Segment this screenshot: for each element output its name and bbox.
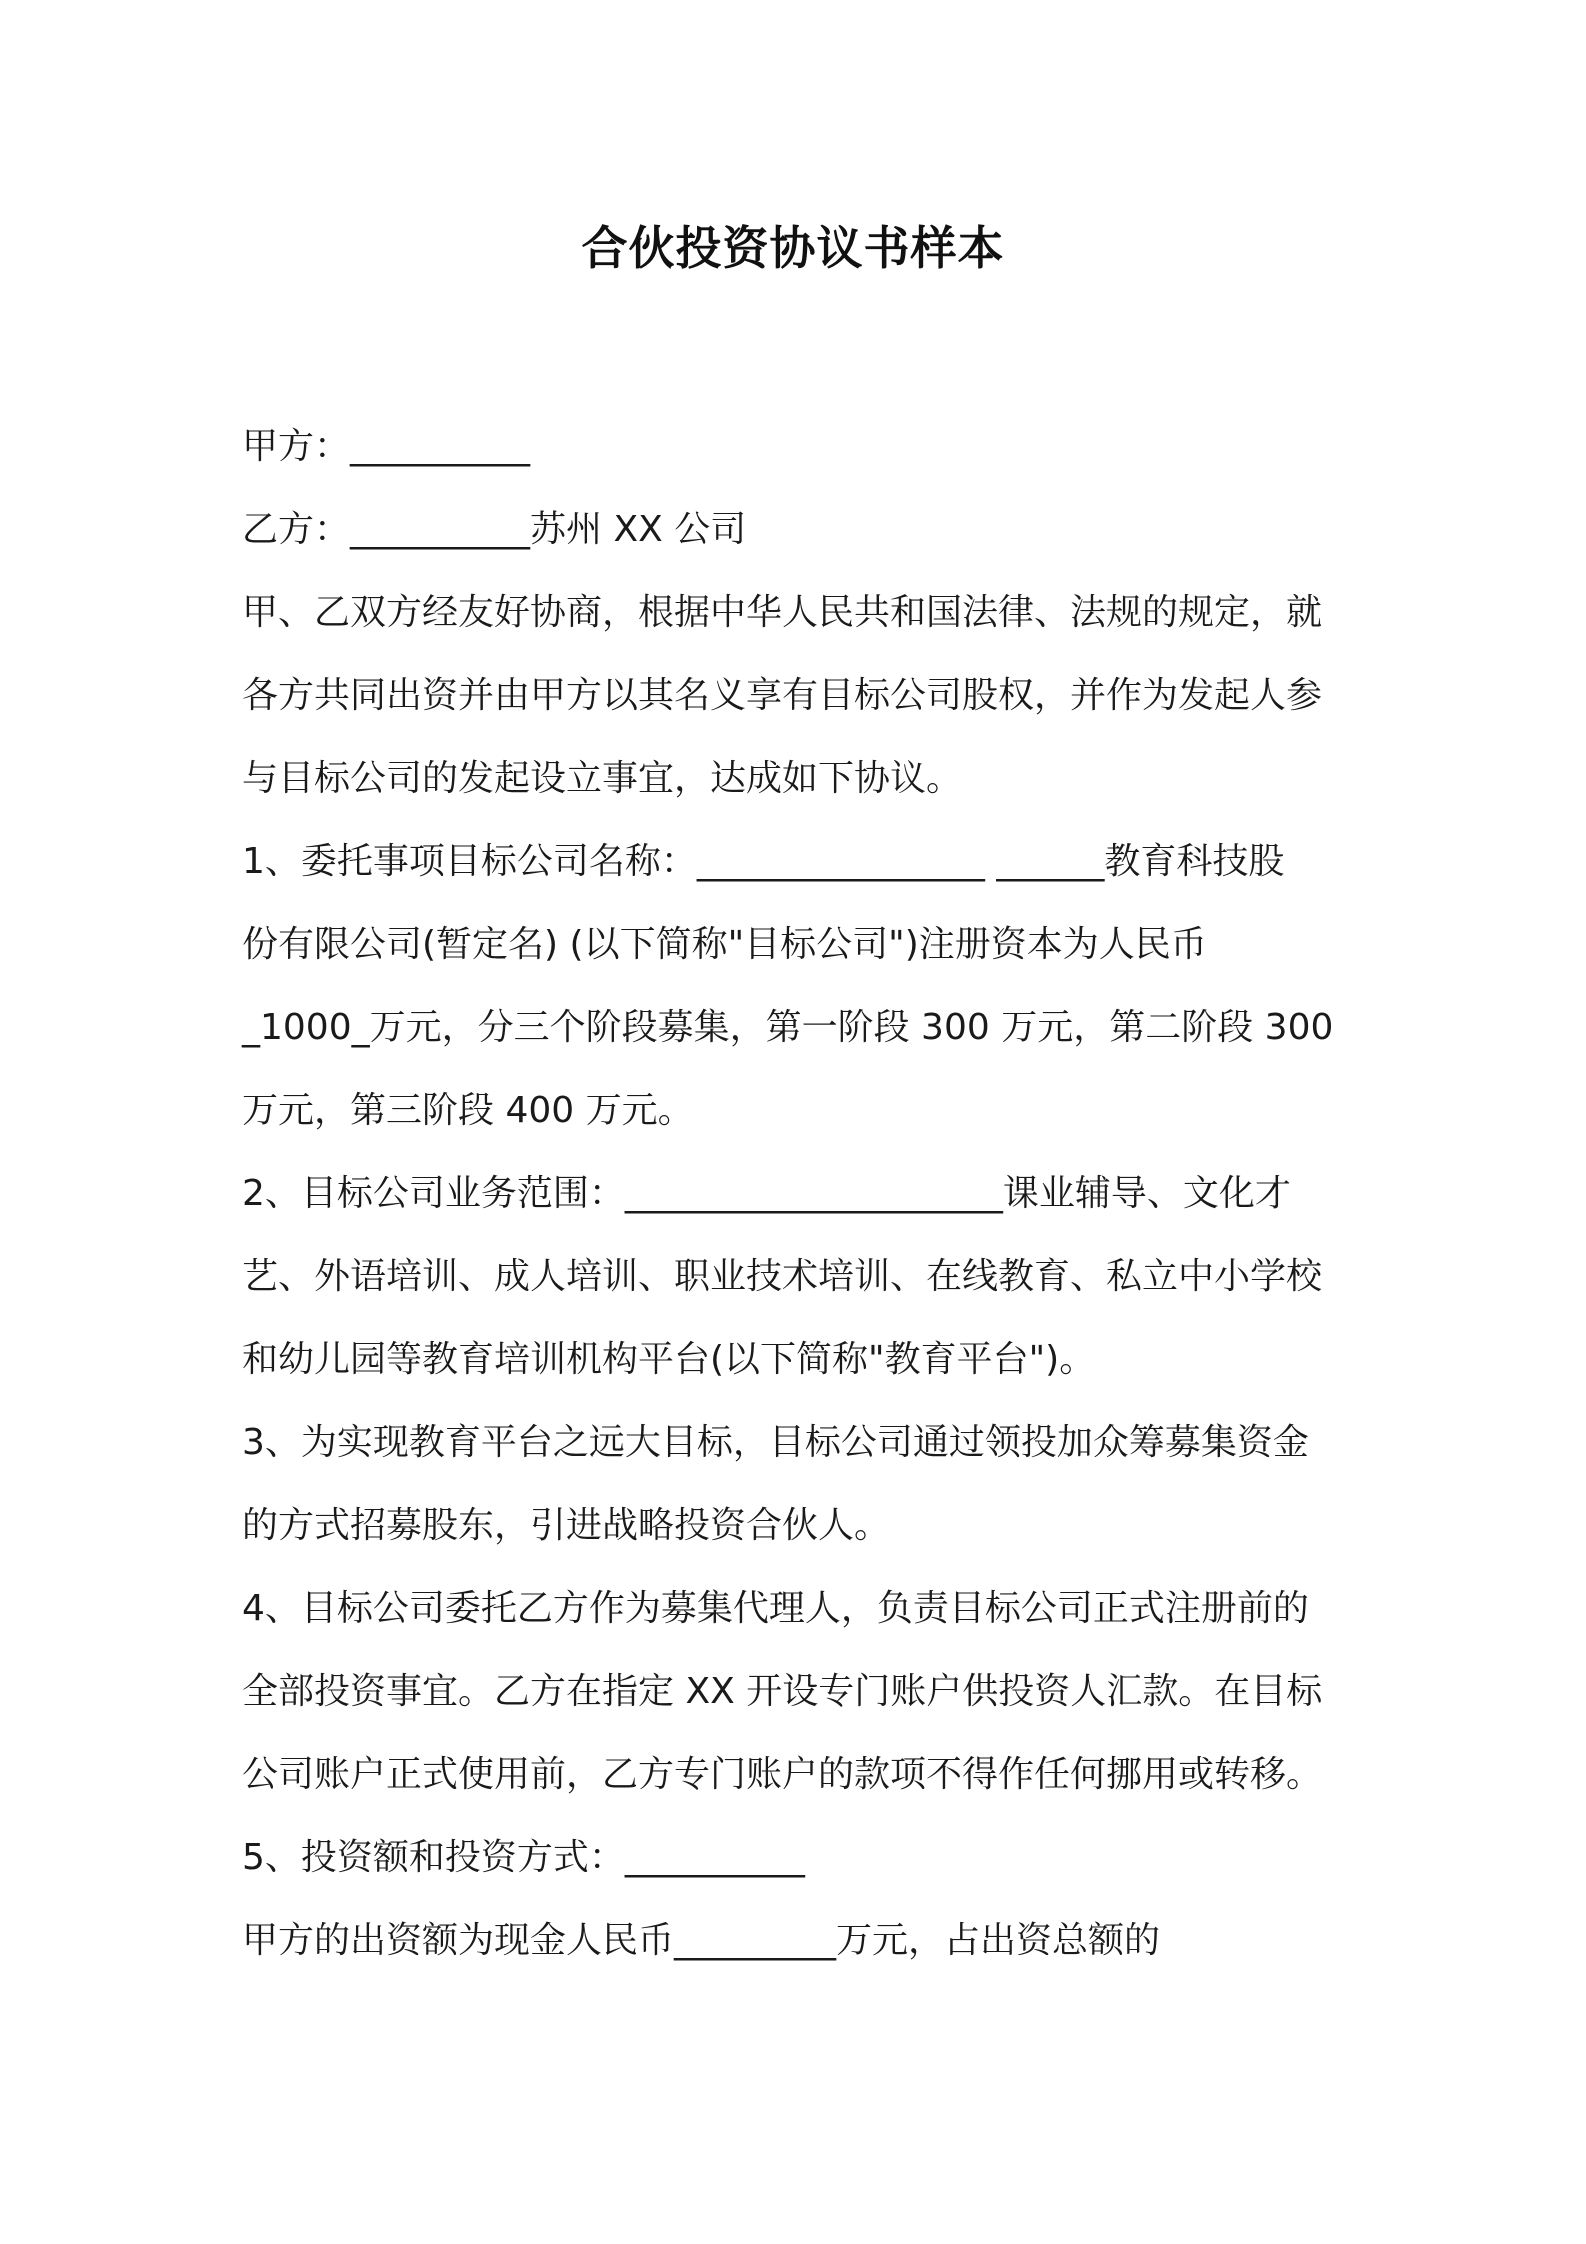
clause-2-line-3: 和幼儿园等教育培训机构平台(以下简称"教育平台")。 [242,1339,1096,1380]
clause-2-line-1: 2、目标公司业务范围：_____________________课业辅导、文化才 [242,1173,1291,1214]
party-a-line: 甲方：__________ [242,426,531,467]
clause-4-line-3: 公司账户正式使用前，乙方专门账户的款项不得作任何挪用或转移。 [242,1754,1323,1795]
clause-5-line-1: 5、投资额和投资方式：__________ [242,1837,805,1878]
party-b-line: 乙方：__________苏州 XX 公司 [242,509,747,550]
clause-5-line-2: 甲方的出资额为现金人民币_________万元，占出资总额的 [242,1920,1161,1961]
clause-1-line-4: 万元，第三阶段 400 万元。 [242,1090,694,1131]
document-body [242,405,1362,1982]
preamble-line-2: 各方共同出资并由甲方以其名义享有目标公司股权，并作为发起人参 [242,675,1323,716]
document-title: 合伙投资协议书样本 [581,221,1005,275]
clause-1-line-3: _1000_万元，分三个阶段募集，第一阶段 300 万元，第二阶段 300 [242,1007,1334,1048]
clause-1-line-2: 份有限公司(暂定名) (以下简称"目标公司")注册资本为人民币 [242,924,1207,965]
clause-1-line-1: 1、委托事项目标公司名称：________________ ______教育科技股 [242,841,1285,882]
clause-4-line-1: 4、目标公司委托乙方作为募集代理人，负责目标公司正式注册前的 [242,1588,1309,1629]
clause-3-line-1: 3、为实现教育平台之远大目标，目标公司通过领投加众筹募集资金 [242,1422,1309,1463]
clause-2-line-2: 艺、外语培训、成人培训、职业技术培训、在线教育、私立中小学校 [242,1256,1323,1297]
clause-3-line-2: 的方式招募股东，引进战略投资合伙人。 [242,1505,891,1546]
preamble-line-1: 甲、乙双方经友好协商，根据中华人民共和国法律、法规的规定，就 [242,592,1323,633]
clause-4-line-2: 全部投资事宜。乙方在指定 XX 开设专门账户供投资人汇款。在目标 [242,1671,1323,1712]
preamble-line-3: 与目标公司的发起设立事宜，达成如下协议。 [242,758,963,799]
